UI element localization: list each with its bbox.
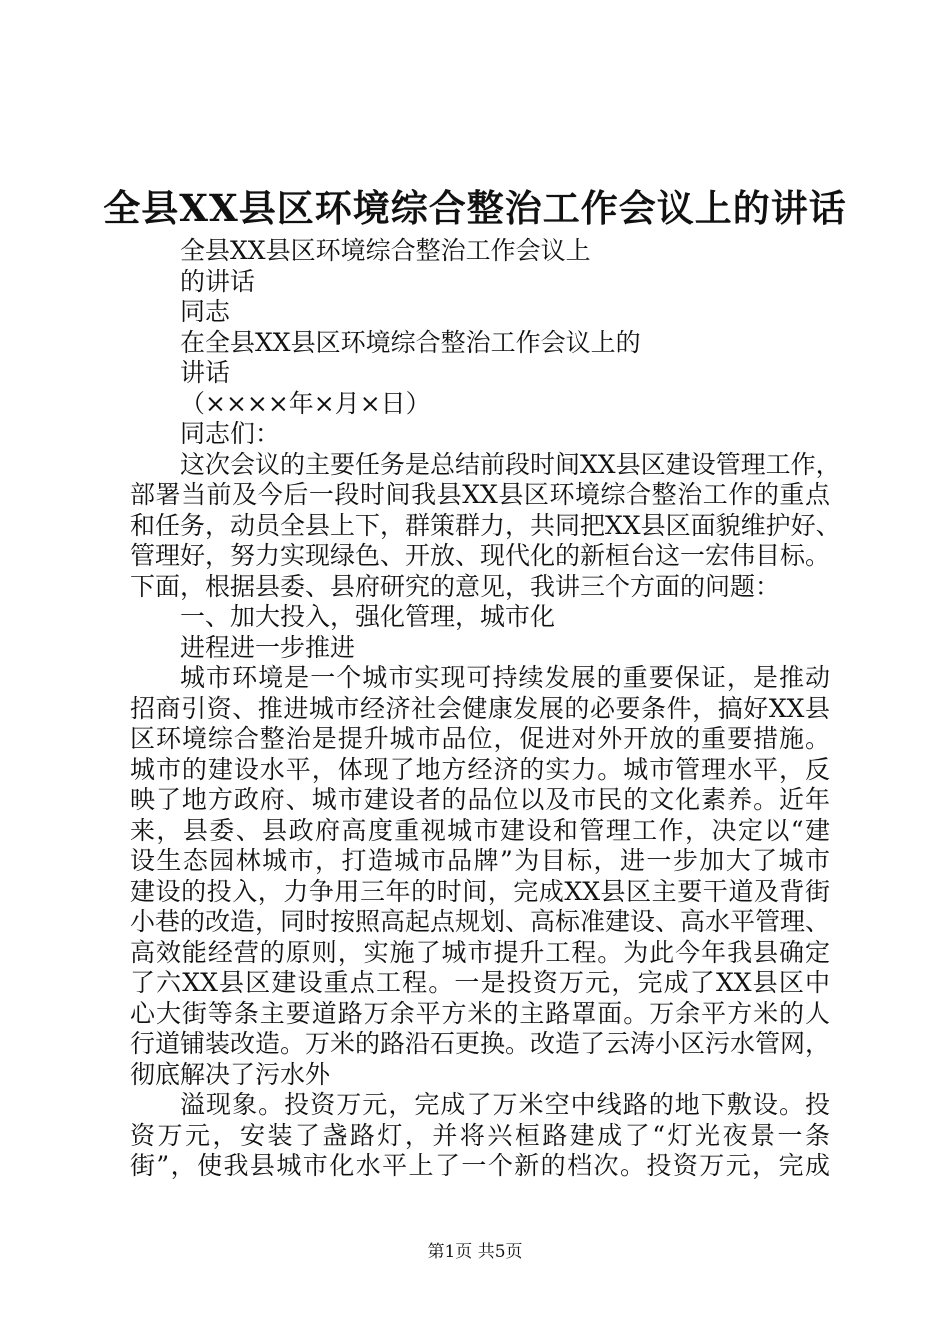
body-line: 彻底解决了污水外 — [130, 1059, 331, 1089]
body-line: 了六XX县区建设重点工程。一是投资万元，完成了XX县区中 — [130, 968, 830, 997]
body-line: 区环境综合整治是提升城市品位，促进对外开放的重要措施。 — [130, 724, 830, 753]
body-line: 街”，使我县城市化水平上了一个新的档次。投资万元，完成 — [130, 1151, 830, 1180]
document-body — [130, 236, 841, 1182]
body-line: 和任务，动员全县上下，群策群力，共同把XX县区面貌维护好、 — [130, 510, 841, 540]
body-line: 设生态园林城市，打造城市品牌”为目标，进一步加大了城市 — [130, 846, 830, 875]
body-line: 城市的建设水平，体现了地方经济的实力。城市管理水平，反 — [130, 754, 830, 784]
body-line: 溢现象。投资万元，完成了万米空中线路的地下敷设。投 — [180, 1090, 830, 1119]
page-footer: 第1页 共5页 — [427, 1242, 523, 1262]
body-line: 同志 — [180, 297, 231, 326]
body-line: 小巷的改造，同时按照高起点规划、高标准建设、高水平管理、 — [130, 907, 831, 936]
body-line: 部署当前及今后一段时间我县XX县区环境综合整治工作的重点 — [130, 480, 830, 509]
body-line: 资万元，安装了盏路灯，并将兴桓路建成了“灯光夜景一条 — [130, 1120, 830, 1150]
body-line: 的讲话 — [180, 266, 256, 296]
body-line: 这次会议的主要任务是总结前段时间XX县区建设管理工作， — [180, 449, 841, 479]
body-line: 同志们： — [180, 419, 281, 448]
body-line: 心大街等条主要道路万余平方米的主路罩面。万余平方米的人 — [130, 998, 830, 1028]
body-line: 城市环境是一个城市实现可持续发展的重要保证，是推动 — [180, 663, 830, 692]
body-line: 映了地方政府、城市建设者的品位以及市民的文化素养。近年 — [130, 785, 830, 814]
body-line: 讲话 — [180, 358, 231, 387]
body-line: 招商引资、推进城市经济社会健康发展的必要条件，搞好XX县 — [130, 693, 830, 723]
body-line: 在全县XX县区环境综合整治工作会议上的 — [180, 327, 641, 357]
body-line: 全县XX县区环境综合整治工作会议上 — [180, 236, 591, 265]
body-line: 建设的投入，力争用三年的时间，完成XX县区主要干道及背街 — [130, 876, 830, 906]
body-line: 管理好，努力实现绿色、开放、现代化的新桓台这一宏伟目标。 — [130, 541, 831, 570]
document-title: 全县XX县区环境综合整治工作会议上的讲话 — [103, 186, 847, 230]
body-line: 进程进一步推进 — [180, 632, 356, 662]
body-line: 一、加大投入，强化管理，城市化 — [180, 602, 556, 631]
body-line: 下面，根据县委、县府研究的意见，我讲三个方面的问题： — [130, 571, 781, 601]
body-line: （××××年×月×日） — [180, 388, 431, 418]
body-line: 高效能经营的原则，实施了城市提升工程。为此今年我县确定 — [130, 937, 830, 967]
body-line: 行道铺装改造。万米的路沿石更换。改造了云涛小区污水管网， — [130, 1029, 831, 1058]
body-line: 来，县委、县政府高度重视城市建设和管理工作，决定以“建 — [130, 815, 830, 845]
